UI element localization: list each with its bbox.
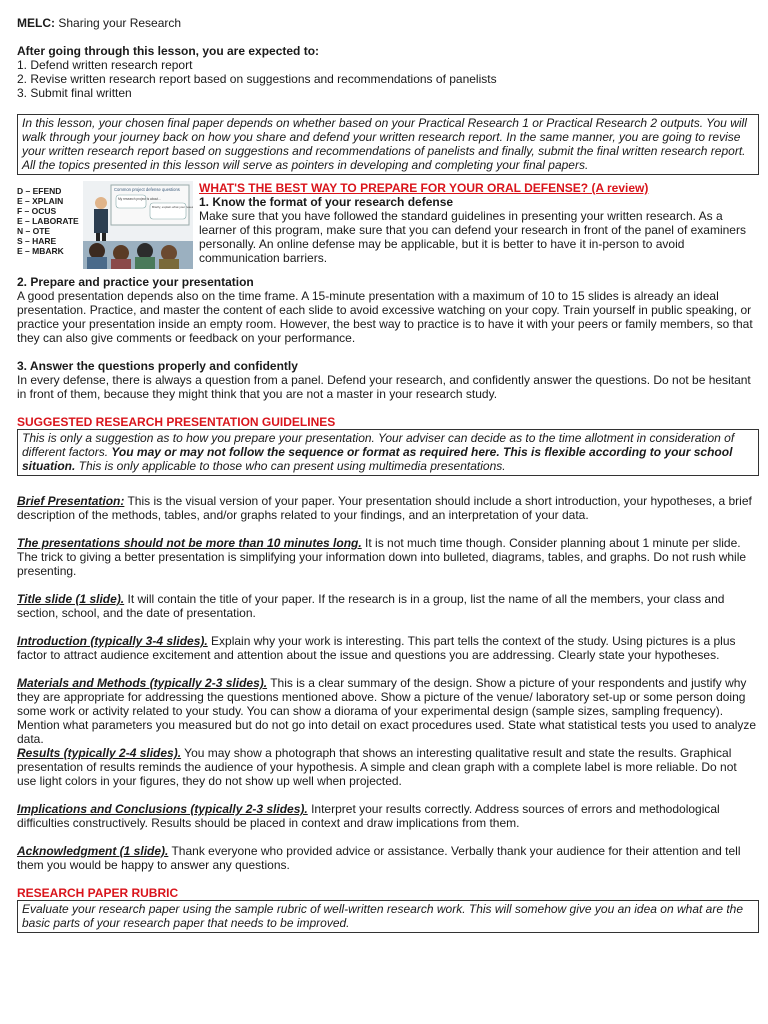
defense-acrostic — [17, 181, 83, 269]
guideline-heading: The presentations should not be more than 10 minutes long. — [17, 536, 362, 550]
melc-line — [17, 16, 759, 30]
guideline-text: It will contain the title of your paper. If the research is in a group, list the name of all the members, your class and section, school, and the date of presentation. — [17, 592, 725, 620]
speech-bubble-2: Briefly, explain what your rese — [152, 205, 192, 209]
guideline-text: You may show a photograph that shows an interesting qualitative result and state the results. Graphical presentation of results reminds the audience of your hypothesis. A simple and clean graph with a complete label is more reliable. Do not use light colors in your figures, they do not show up well when projected. — [17, 746, 737, 788]
document-page — [17, 14, 759, 933]
presentation-illustration-image — [83, 181, 193, 269]
guideline-heading: Introduction (typically 3-4 slides). — [17, 634, 208, 648]
guideline-text: This is the visual version of your paper. Your presentation should include a short introduction, your hypotheses, a brief description of the methods, tables, and/or graphs related to your findings, and an interpretation of your data. — [17, 494, 752, 522]
guideline-item — [17, 634, 759, 662]
acrostic-line: E – MBARK — [17, 246, 64, 256]
rubric-box: Evaluate your research paper using the sample rubric of well-written research work. This will somehow give you an idea on what are the basic parts of your research paper that needs to be improved. — [17, 900, 759, 933]
board-title: Common project defense questions — [114, 187, 180, 192]
guidelines-box — [17, 429, 759, 476]
step-2-text: A good presentation depends also on the time frame. A 15-minute presentation with a maximum of 10 to 15 slides is already an ideal presentation. Practice, and master the content of each slide to avoid excessive watching on your copy. Train yourself in public speaking, or practice your presentation inside an empty room. However, the best way to practice is to have it with your peers or family members, so that they can also give comments or feedback on your performance. — [17, 289, 753, 345]
guideline-text: It is not much time though. Consider planning about 1 minute per slide. The trick to giving a better presentation is simplifying your information down into bulleted, diagrams, tables, and graphs. Do not rush while presenting. — [17, 536, 747, 578]
acrostic-line: E – LABORATE — [17, 216, 79, 226]
defense-question-1 — [199, 181, 759, 269]
acrostic-line: D – EFEND — [17, 186, 62, 196]
melc-label: MELC: — [17, 16, 55, 30]
guideline-item — [17, 802, 759, 830]
guidelines-box-text-a: This is only a suggestion as to how you prepare your presentation. Your adviser can decide as to the time allotment in consideration of different factors. — [22, 431, 735, 459]
guidelines-box-text-c: This is only applicable to those who can present using multimedia presentations. — [75, 459, 506, 473]
guideline-text: Interpret your results correctly. Address sources of errors and methodological difficulties constructively. Results should be placed in context and draw implications from them. — [17, 802, 720, 830]
acrostic-line: N – OTE — [17, 226, 51, 236]
guideline-heading: Title slide (1 slide). — [17, 592, 125, 606]
guideline-item — [17, 844, 759, 872]
guideline-heading: Results (typically 2-4 slides). — [17, 746, 182, 760]
defense-section — [17, 181, 759, 269]
guidelines-box-emphasis: You may or may not follow the sequence or format as required here. This is flexible according to your school situation. — [22, 445, 733, 473]
guideline-heading: Acknowledgment (1 slide). — [17, 844, 169, 858]
step-2-heading: 2. Prepare and practice your presentation — [17, 275, 254, 289]
objective-item: 3. Submit final written — [17, 86, 132, 100]
step-3-text: In every defense, there is always a question from a panel. Defend your research, and confidently answer the questions. Do not be hesitant in front of them, because they might think that you are not a master in your research study. — [17, 373, 751, 401]
guideline-item — [17, 746, 759, 788]
intro-box: In this lesson, your chosen final paper depends on whether based on your Practical Research 1 or Practical Research 2 outputs. You will walk through your journey back on how you share and defend your written research report. In the same manner, you are going to revise your written research report based on suggestions and recommendations of panelists and finally, submit the final written research report. All the topics presented in this lesson will serve as pointers in developing and completing your final papers. — [17, 114, 759, 175]
defense-illustration — [83, 181, 193, 269]
acrostic-line: F – OCUS — [17, 206, 57, 216]
defense-title: WHAT'S THE BEST WAY TO PREPARE FOR YOUR ORAL DEFENSE? (A review) — [199, 181, 649, 195]
objective-item: 2. Revise written research report based on suggestions and recommendations of panelists — [17, 72, 497, 86]
acrostic-line: S – HARE — [17, 236, 57, 246]
step-1-text: Make sure that you have followed the standard guidelines in presenting your written research. As a learner of this program, make sure that you can defend your research in front of the panel of examiners personally. An online defense may be applicable, but it is better to have it in-person to avoid communication barriers. — [199, 209, 746, 265]
guideline-heading: Materials and Methods (typically 2-3 slides). — [17, 676, 268, 690]
objective-item: 1. Defend written research report — [17, 58, 193, 72]
guideline-item — [17, 536, 759, 578]
melc-text: Sharing your Research — [58, 16, 182, 30]
guideline-heading: Brief Presentation: — [17, 494, 125, 508]
guidelines-title: SUGGESTED RESEARCH PRESENTATION GUIDELINES — [17, 415, 336, 429]
step-3-heading: 3. Answer the questions properly and confidently — [17, 359, 298, 373]
guideline-heading: Implications and Conclusions (typically 2-3 slides). — [17, 802, 308, 816]
guideline-item — [17, 494, 759, 522]
guideline-text: Thank everyone who provided advice or assistance. Verbally thank your audience for their attention and tell them you would be happy to answer any questions. — [17, 844, 741, 872]
rubric-title: RESEARCH PAPER RUBRIC — [17, 886, 179, 900]
guideline-item — [17, 592, 759, 620]
guideline-text: Explain why your work is interesting. This part tells the context of the study. Using pictures is a plus factor to attract audience excitement and attention about the issue and questions you are addressing. Clearly state your hypotheses. — [17, 634, 736, 662]
guideline-text: This is a clear summary of the design. Show a picture of your respondents and justify why they are appropriate for addressing the questions mentioned above. Show a picture of the venue/ laboratory set-up or some person doing some work or activity related to your study. You can show a diorama of your experimental design (sample sizes, sampling frequency). Mention what parameters you measured but do not go into detail on exact procedures used. State what statistical tests you used to analyze data. — [17, 676, 757, 746]
step-1-heading: 1. Know the format of your research defense — [199, 195, 454, 209]
objectives-heading: After going through this lesson, you are expected to: — [17, 44, 320, 58]
guideline-item — [17, 676, 759, 746]
speech-bubble-1: My research project is about... — [118, 197, 161, 201]
acrostic-line: E – XPLAIN — [17, 196, 64, 206]
